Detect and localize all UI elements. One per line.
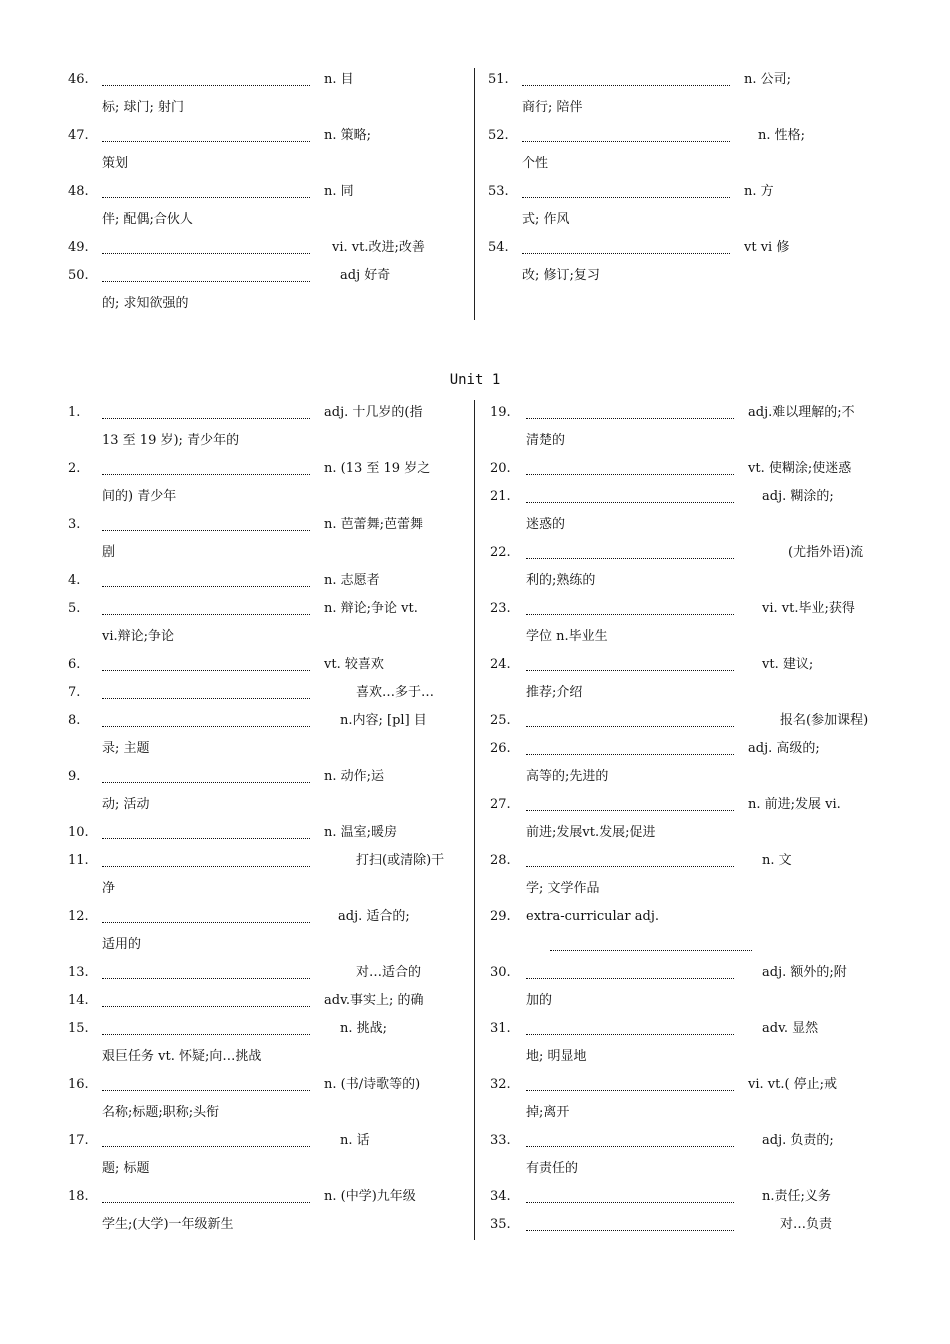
item-definition: n. 策略; — [324, 128, 372, 143]
item-definition-cont: 动; 活动 — [102, 797, 150, 812]
item-definition: vi. vt.( 停止;戒 — [748, 1077, 838, 1092]
item-number: 21. — [490, 489, 511, 504]
item-definition: adj. 高级的; — [748, 741, 820, 756]
item-number: 12. — [68, 909, 89, 924]
item-definition-cont: 地; 明显地 — [526, 1049, 587, 1064]
item-definition-cont: 学生;(大学)一年级新生 — [102, 1217, 234, 1232]
item-number: 49. — [68, 240, 89, 255]
answer-blank[interactable] — [526, 558, 734, 559]
item-number: 50. — [68, 268, 89, 283]
item-definition: (尤指外语)流 — [788, 545, 864, 560]
item-definition: vt. 使糊涂;使迷惑 — [748, 461, 852, 476]
item-definition-cont: 的; 求知欲强的 — [102, 296, 189, 311]
item-number: 11. — [68, 853, 89, 868]
item-definition: n. 芭蕾舞;芭蕾舞 — [324, 517, 424, 532]
answer-blank[interactable] — [102, 698, 310, 699]
item-number: 3. — [68, 517, 81, 532]
item-definition-cont: 名称;标题;职称;头衔 — [102, 1105, 220, 1120]
answer-blank[interactable] — [102, 474, 310, 475]
item-number: 19. — [490, 405, 511, 420]
item-definition: n. 方 — [744, 184, 774, 199]
item-definition-cont: 掉;离开 — [526, 1105, 570, 1120]
item-number: 26. — [490, 741, 511, 756]
item-number: 2. — [68, 461, 81, 476]
item-definition: n. (中学)九年级 — [324, 1189, 416, 1204]
item-definition: adj 好奇 — [340, 268, 391, 283]
item-number: 53. — [488, 184, 509, 199]
item-definition: 喜欢…多于… — [356, 685, 435, 700]
item-definition-cont: 净 — [102, 881, 116, 896]
item-definition: adj. 额外的;附 — [762, 965, 847, 980]
item-number: 17. — [68, 1133, 89, 1148]
item-number: 47. — [68, 128, 89, 143]
item-definition: n.内容; [pl] 目 — [340, 713, 427, 728]
item-definition: adv. 显然 — [762, 1021, 819, 1036]
answer-blank[interactable] — [526, 1202, 734, 1203]
answer-blank[interactable] — [102, 1202, 310, 1203]
answer-blank[interactable] — [526, 1230, 734, 1231]
item-definition: n. 目 — [324, 72, 354, 87]
item-definition: vt. 较喜欢 — [324, 657, 384, 672]
item-definition: adj.难以理解的;不 — [748, 405, 855, 420]
item-definition-cont: 改; 修订;复习 — [522, 268, 600, 283]
item-definition: n.责任;义务 — [762, 1189, 831, 1204]
answer-blank[interactable] — [522, 85, 730, 86]
answer-blank[interactable] — [102, 1006, 310, 1007]
item-definition: adj. 负责的; — [762, 1133, 834, 1148]
item-number: 27. — [490, 797, 511, 812]
item-definition: n. 文 — [762, 853, 792, 868]
answer-blank[interactable] — [102, 1146, 310, 1147]
answer-blank[interactable] — [550, 950, 752, 951]
answer-blank[interactable] — [102, 281, 310, 282]
item-number: 13. — [68, 965, 89, 980]
item-number: 31. — [490, 1021, 511, 1036]
item-definition: adj. 糊涂的; — [762, 489, 834, 504]
item-number: 22. — [490, 545, 511, 560]
answer-blank[interactable] — [102, 866, 310, 867]
item-definition: 对…负责 — [780, 1217, 833, 1232]
item-number: 5. — [68, 601, 81, 616]
answer-blank[interactable] — [522, 141, 730, 142]
answer-blank[interactable] — [102, 922, 310, 923]
answer-blank[interactable] — [526, 1090, 734, 1091]
item-number: 18. — [68, 1189, 89, 1204]
item-number: 32. — [490, 1077, 511, 1092]
item-number: 23. — [490, 601, 511, 616]
item-definition: n. 挑战; — [340, 1021, 388, 1036]
answer-blank[interactable] — [526, 502, 734, 503]
answer-blank[interactable] — [526, 418, 734, 419]
item-definition: n. (书/诗歌等的) — [324, 1077, 421, 1092]
item-definition: adj. 适合的; — [338, 909, 410, 924]
item-definition: n. 温室;暖房 — [324, 825, 398, 840]
item-number: 1. — [68, 405, 81, 420]
item-definition: vi. vt.毕业;获得 — [762, 601, 855, 616]
item-definition: n. 话 — [340, 1133, 370, 1148]
item-definition: n. 辩论;争论 vt. — [324, 601, 418, 616]
item-number: 46. — [68, 72, 89, 87]
item-definition-cont: 迷惑的 — [526, 517, 566, 532]
answer-blank[interactable] — [526, 1034, 734, 1035]
answer-blank[interactable] — [102, 85, 310, 86]
item-number: 33. — [490, 1133, 511, 1148]
item-definition-cont: 学; 文学作品 — [526, 881, 600, 896]
unit1-column-divider — [474, 400, 475, 1240]
answer-blank[interactable] — [522, 253, 730, 254]
answer-blank[interactable] — [102, 782, 310, 783]
item-definition: n. (13 至 19 岁之 — [324, 461, 431, 476]
answer-blank[interactable] — [526, 866, 734, 867]
top-column-divider — [474, 68, 475, 320]
item-definition: n. 性格; — [758, 128, 806, 143]
answer-blank[interactable] — [526, 726, 734, 727]
item-number: 9. — [68, 769, 81, 784]
item-number: 51. — [488, 72, 509, 87]
item-definition-cont: 标; 球门; 射门 — [102, 100, 185, 115]
item-definition: vt vi 修 — [744, 240, 790, 255]
item-definition: n. 动作;运 — [324, 769, 385, 784]
answer-blank[interactable] — [102, 418, 310, 419]
answer-blank[interactable] — [526, 1146, 734, 1147]
item-definition-cont: 加的 — [526, 993, 553, 1008]
item-number: 10. — [68, 825, 89, 840]
item-definition: adj. 十几岁的(指 — [324, 405, 423, 420]
item-definition: n. 志愿者 — [324, 573, 380, 588]
item-word: extra-curricular adj. — [526, 909, 659, 924]
item-number: 15. — [68, 1021, 89, 1036]
item-number: 52. — [488, 128, 509, 143]
item-number: 4. — [68, 573, 81, 588]
item-number: 8. — [68, 713, 81, 728]
item-number: 35. — [490, 1217, 511, 1232]
answer-blank[interactable] — [526, 474, 734, 475]
item-definition-cont: 高等的;先进的 — [526, 769, 609, 784]
item-definition: adv.事实上; 的确 — [324, 993, 424, 1008]
item-definition-cont: vi.辩论;争论 — [102, 629, 175, 644]
item-number: 29. — [490, 909, 511, 924]
item-definition: vi. vt.改进;改善 — [332, 240, 425, 255]
item-definition-cont: 伴; 配偶;合伙人 — [102, 212, 193, 227]
answer-blank[interactable] — [522, 197, 730, 198]
unit-title: Unit 1 — [449, 372, 501, 388]
item-definition-cont: 题; 标题 — [102, 1161, 150, 1176]
answer-blank[interactable] — [102, 586, 310, 587]
item-definition-cont: 清楚的 — [526, 433, 566, 448]
item-number: 7. — [68, 685, 81, 700]
answer-blank[interactable] — [102, 197, 310, 198]
item-definition-cont: 适用的 — [102, 937, 142, 952]
item-definition: n. 同 — [324, 184, 354, 199]
answer-blank[interactable] — [102, 253, 310, 254]
answer-blank[interactable] — [102, 838, 310, 839]
item-definition: 打扫(或清除)干 — [356, 853, 445, 868]
item-definition-cont: 式; 作风 — [522, 212, 570, 227]
answer-blank[interactable] — [102, 141, 310, 142]
item-definition-cont: 利的;熟练的 — [526, 573, 596, 588]
answer-blank[interactable] — [526, 614, 734, 615]
item-number: 28. — [490, 853, 511, 868]
answer-blank[interactable] — [102, 670, 310, 671]
item-definition: n. 公司; — [744, 72, 792, 87]
item-number: 25. — [490, 713, 511, 728]
item-definition-cont: 艰巨任务 vt. 怀疑;向…挑战 — [102, 1049, 262, 1064]
item-number: 16. — [68, 1077, 89, 1092]
item-definition-cont: 剧 — [102, 545, 116, 560]
item-definition-cont: 推荐;介绍 — [526, 685, 583, 700]
item-definition: vt. 建议; — [762, 657, 814, 672]
item-number: 30. — [490, 965, 511, 980]
item-definition: 对…适合的 — [356, 965, 422, 980]
item-definition-cont: 学位 n.毕业生 — [526, 629, 608, 644]
item-definition-cont: 商行; 陪伴 — [522, 100, 583, 115]
item-number: 48. — [68, 184, 89, 199]
item-definition: 报名(参加课程) — [780, 713, 869, 728]
item-definition-cont: 策划 — [102, 156, 129, 171]
item-number: 20. — [490, 461, 511, 476]
answer-blank[interactable] — [102, 530, 310, 531]
item-definition-cont: 有责任的 — [526, 1161, 579, 1176]
item-definition: n. 前进;发展 vi. — [748, 797, 841, 812]
answer-blank[interactable] — [526, 978, 734, 979]
answer-blank[interactable] — [102, 1034, 310, 1035]
item-definition-cont: 个性 — [522, 156, 549, 171]
answer-blank[interactable] — [102, 978, 310, 979]
item-number: 24. — [490, 657, 511, 672]
item-definition-cont: 13 至 19 岁); 青少年的 — [102, 433, 240, 448]
item-number: 54. — [488, 240, 509, 255]
item-definition-cont: 间的) 青少年 — [102, 489, 177, 504]
item-number: 34. — [490, 1189, 511, 1204]
item-number: 6. — [68, 657, 81, 672]
item-definition-cont: 录; 主题 — [102, 741, 150, 756]
answer-blank[interactable] — [102, 1090, 310, 1091]
answer-blank[interactable] — [102, 614, 310, 615]
item-definition-cont: 前进;发展vt.发展;促进 — [526, 825, 656, 840]
answer-blank[interactable] — [102, 726, 310, 727]
item-number: 14. — [68, 993, 89, 1008]
answer-blank[interactable] — [526, 810, 734, 811]
answer-blank[interactable] — [526, 754, 734, 755]
answer-blank[interactable] — [526, 670, 734, 671]
